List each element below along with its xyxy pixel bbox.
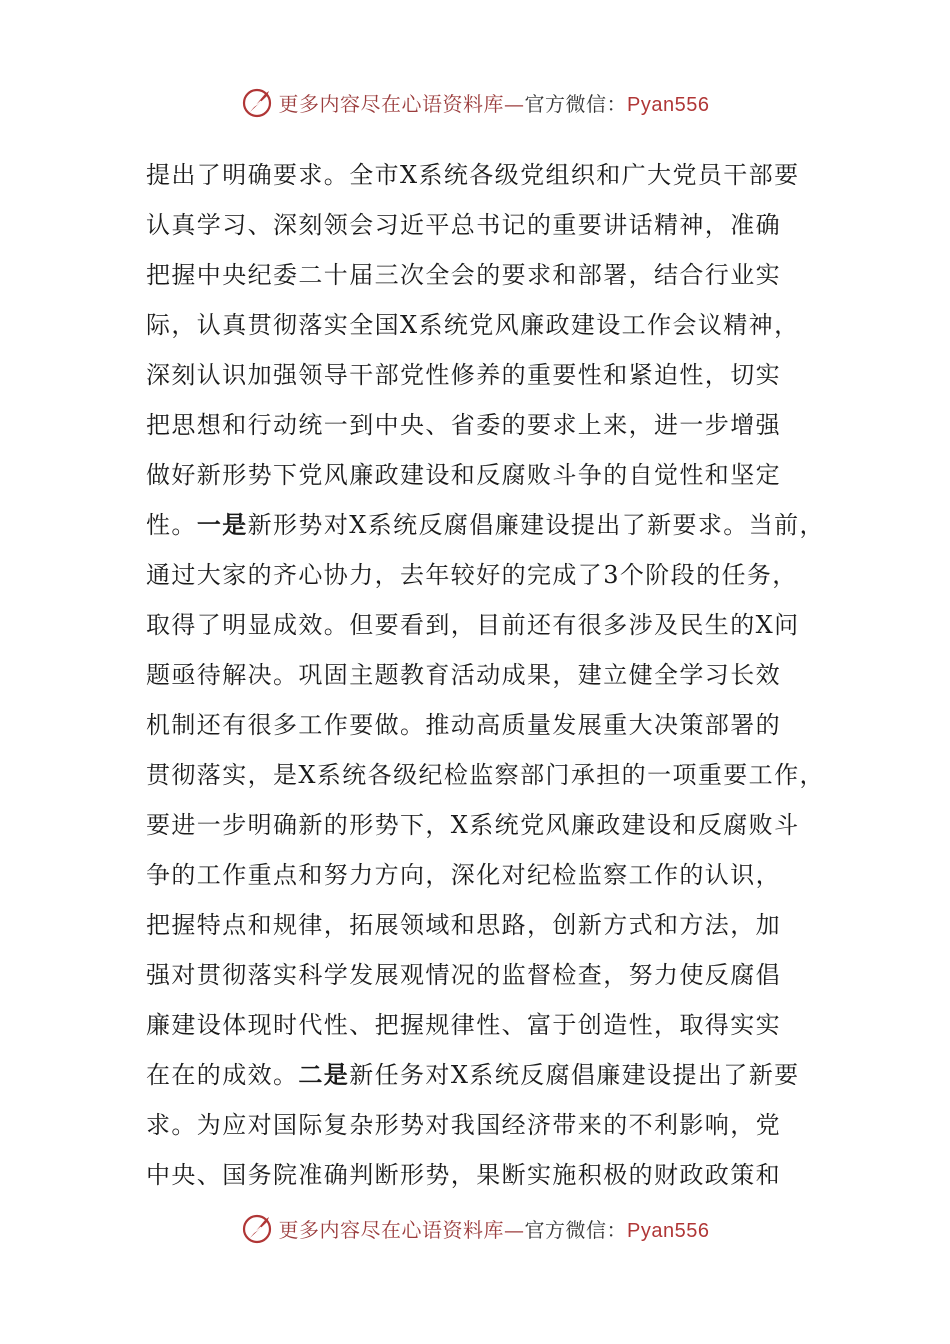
wechat-label: 官方微信： bbox=[524, 91, 628, 116]
text-line: 要进一步明确新的形势下，X系统党风廉政建设和反腐败斗 bbox=[146, 811, 800, 839]
quill-logo-icon bbox=[241, 85, 275, 119]
text-line: 争的工作重点和努力方向，深化对纪检监察工作的认识， bbox=[146, 861, 781, 889]
banner-text bbox=[279, 1214, 710, 1243]
header-banner bbox=[0, 82, 950, 122]
text-line: 廉建设体现时代性、把握规律性、富于创造性，取得实实 bbox=[146, 1011, 781, 1039]
text-line: 强对贯彻落实科学发展观情况的监督检查，努力使反腐倡 bbox=[146, 961, 781, 989]
banner-text bbox=[279, 88, 710, 117]
text-line: 通过大家的齐心协力，去年较好的完成了3个阶段的任务， bbox=[146, 561, 798, 589]
text-line: 中央、国务院准确判断形势，果断实施积极的财政政策和 bbox=[146, 1161, 781, 1189]
point-marker-one: 一是 bbox=[196, 510, 248, 539]
text-fragment: 新形势对X系统反腐倡廉建设提出了新要求。当前， bbox=[247, 511, 825, 539]
text-fragment: 在在的成效。 bbox=[146, 1061, 299, 1089]
text-line: 深刻认识加强领导干部党性修养的重要性和紧迫性，切实 bbox=[146, 361, 781, 389]
text-line: 把思想和行动统一到中央、省委的要求上来，进一步增强 bbox=[146, 411, 781, 439]
dash: — bbox=[504, 91, 525, 116]
footer-banner bbox=[0, 1208, 950, 1248]
point-marker-two: 二是 bbox=[298, 1060, 350, 1089]
wechat-label: 官方微信： bbox=[524, 1217, 628, 1242]
text-line: 把握特点和规律，拓展领域和思路，创新方式和方法，加 bbox=[146, 911, 781, 939]
wechat-id: Pyan556 bbox=[627, 93, 710, 116]
body-text bbox=[146, 150, 826, 1200]
dash: — bbox=[504, 1217, 525, 1242]
text-line: 取得了明显成效。但要看到，目前还有很多涉及民生的X问 bbox=[146, 611, 800, 639]
text-line: 题亟待解决。巩固主题教育活动成果，建立健全学习长效 bbox=[146, 661, 781, 689]
text-fragment: 性。 bbox=[146, 511, 197, 539]
quill-logo-icon bbox=[241, 1211, 275, 1245]
text-line bbox=[146, 1050, 826, 1100]
site-name: 更多内容尽在心语资料库 bbox=[278, 1217, 505, 1242]
text-line: 贯彻落实，是X系统各级纪检监察部门承担的一项重要工作， bbox=[146, 761, 825, 789]
text-line: 把握中央纪委二十届三次全会的要求和部署，结合行业实 bbox=[146, 261, 781, 289]
text-line: 求。为应对国际复杂形势对我国经济带来的不利影响，党 bbox=[146, 1111, 781, 1139]
text-line: 机制还有很多工作要做。推动高质量发展重大决策部署的 bbox=[146, 711, 781, 739]
text-line: 认真学习、深刻领会习近平总书记的重要讲话精神，准确 bbox=[146, 211, 781, 239]
wechat-id: Pyan556 bbox=[627, 1219, 710, 1242]
site-name: 更多内容尽在心语资料库 bbox=[278, 91, 505, 116]
text-line: 际，认真贯彻落实全国X系统党风廉政建设工作会议精神， bbox=[146, 311, 800, 339]
text-line: 提出了明确要求。全市X系统各级党组织和广大党员干部要 bbox=[146, 161, 800, 189]
text-line bbox=[146, 500, 826, 550]
text-line: 做好新形势下党风廉政建设和反腐败斗争的自觉性和坚定 bbox=[146, 461, 781, 489]
text-fragment: 新任务对X系统反腐倡廉建设提出了新要 bbox=[349, 1061, 800, 1089]
